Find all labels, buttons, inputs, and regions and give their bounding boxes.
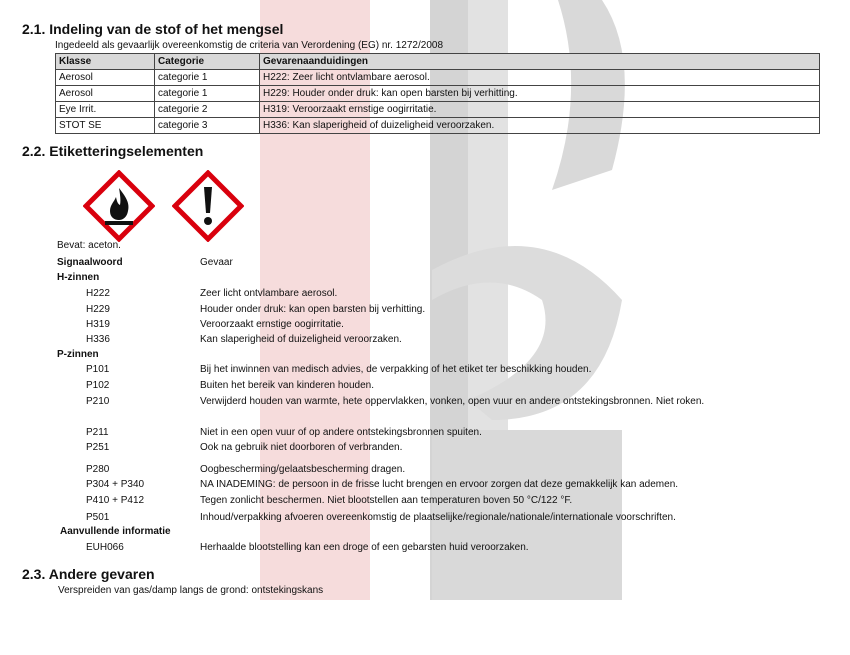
section-2-3-text: Verspreiden van gas/damp langs de grond: ontstekingskans	[58, 585, 324, 596]
table-cell: H319: Veroorzaakt ernstige oogirritatie.	[260, 102, 820, 118]
table-cell: STOT SE	[56, 118, 155, 134]
euh-code: EUH066	[86, 542, 124, 553]
section-2-2-title: 2.2. Etiketteringselementen	[22, 143, 204, 159]
p-code: P280	[86, 464, 110, 475]
signal-word-label: Signaalwoord	[57, 257, 123, 268]
p-text: Ook na gebruik niet doorboren of verbranden.	[200, 442, 403, 453]
table-cell: Aerosol	[56, 70, 155, 86]
table-cell: categorie 1	[155, 86, 260, 102]
p-code: P501	[86, 512, 110, 523]
p-text: Buiten het bereik van kinderen houden.	[200, 380, 375, 391]
h-text: Veroorzaakt ernstige oogirritatie.	[200, 319, 344, 330]
section-2-1-intro: Ingedeeld als gevaarlijk overeenkomstig de criteria van Verordening (EG) nr. 1272/2008	[55, 40, 444, 51]
additional-info-label: Aanvullende informatie	[60, 526, 171, 537]
signal-word-value: Gevaar	[200, 257, 233, 268]
table-cell: Aerosol	[56, 86, 155, 102]
table-cell: categorie 2	[155, 102, 260, 118]
table-cell: categorie 1	[155, 70, 260, 86]
table-cell: categorie 3	[155, 118, 260, 134]
table-cell: H222: Zeer licht ontvlambare aerosol.	[260, 70, 820, 86]
p-text: Oogbescherming/gelaatsbescherming dragen.	[200, 464, 406, 475]
h-text: Houder onder druk: kan open barsten bij verhitting.	[200, 304, 426, 315]
table-header-row	[56, 54, 820, 70]
p-text: Tegen zonlicht beschermen. Niet blootstellen aan temperaturen boven 50 °C/122 °F.	[200, 495, 573, 506]
contains-text: Bevat: aceton.	[57, 240, 121, 251]
header-categorie: Categorie	[155, 54, 260, 70]
p-text: Inhoud/verpakking afvoeren overeenkomstig de plaatselijke/regionale/nationale/internationale voorschriften.	[200, 512, 676, 523]
h-code: H222	[86, 288, 110, 299]
p-code: P410 + P412	[86, 495, 145, 506]
p-code: P304 + P340	[86, 479, 145, 490]
h-code: H336	[86, 334, 110, 345]
euh-text: Herhaalde blootstelling kan een droge of een gebarsten huid veroorzaken.	[200, 542, 529, 553]
table-row	[56, 86, 820, 102]
header-klasse: Klasse	[56, 54, 155, 70]
table-cell: H336: Kan slaperigheid of duizeligheid veroorzaken.	[260, 118, 820, 134]
h-statements-label: H-zinnen	[57, 272, 100, 283]
table-row	[56, 118, 820, 134]
p-code: P102	[86, 380, 110, 391]
exclamation-icon	[172, 170, 244, 242]
table-cell: Eye Irrit.	[56, 102, 155, 118]
section-2-3-title: 2.3. Andere gevaren	[22, 566, 155, 582]
h-text: Kan slaperigheid of duizeligheid veroorzaken.	[200, 334, 402, 345]
table-cell: H229: Houder onder druk: kan open barsten bij verhitting.	[260, 86, 820, 102]
p-code: P210	[86, 396, 110, 407]
table-row	[56, 70, 820, 86]
p-text: Verwijderd houden van warmte, hete oppervlakken, vonken, open vuur en andere ontstekingsbronnen. Niet roken.	[200, 396, 705, 407]
section-2-1-title: 2.1. Indeling van de stof of het mengsel	[22, 21, 284, 37]
h-text: Zeer licht ontvlambare aerosol.	[200, 288, 338, 299]
p-code: P251	[86, 442, 110, 453]
flame-icon	[83, 170, 155, 242]
header-gevarenaanduidingen: Gevarenaanduidingen	[260, 54, 820, 70]
h-code: H229	[86, 304, 110, 315]
p-text: NA INADEMING: de persoon in de frisse lucht brengen en ervoor zorgen dat deze gemakkelijk kan ademen.	[200, 479, 679, 490]
p-text: Bij het inwinnen van medisch advies, de verpakking of het etiket ter beschikking houden.	[200, 364, 592, 375]
p-code: P101	[86, 364, 110, 375]
table-row	[56, 102, 820, 118]
h-code: H319	[86, 319, 110, 330]
classification-table	[55, 53, 820, 134]
p-code: P211	[86, 427, 109, 438]
p-text: Niet in een open vuur of op andere ontstekingsbronnen spuiten.	[200, 427, 482, 438]
p-statements-label: P-zinnen	[57, 349, 99, 360]
